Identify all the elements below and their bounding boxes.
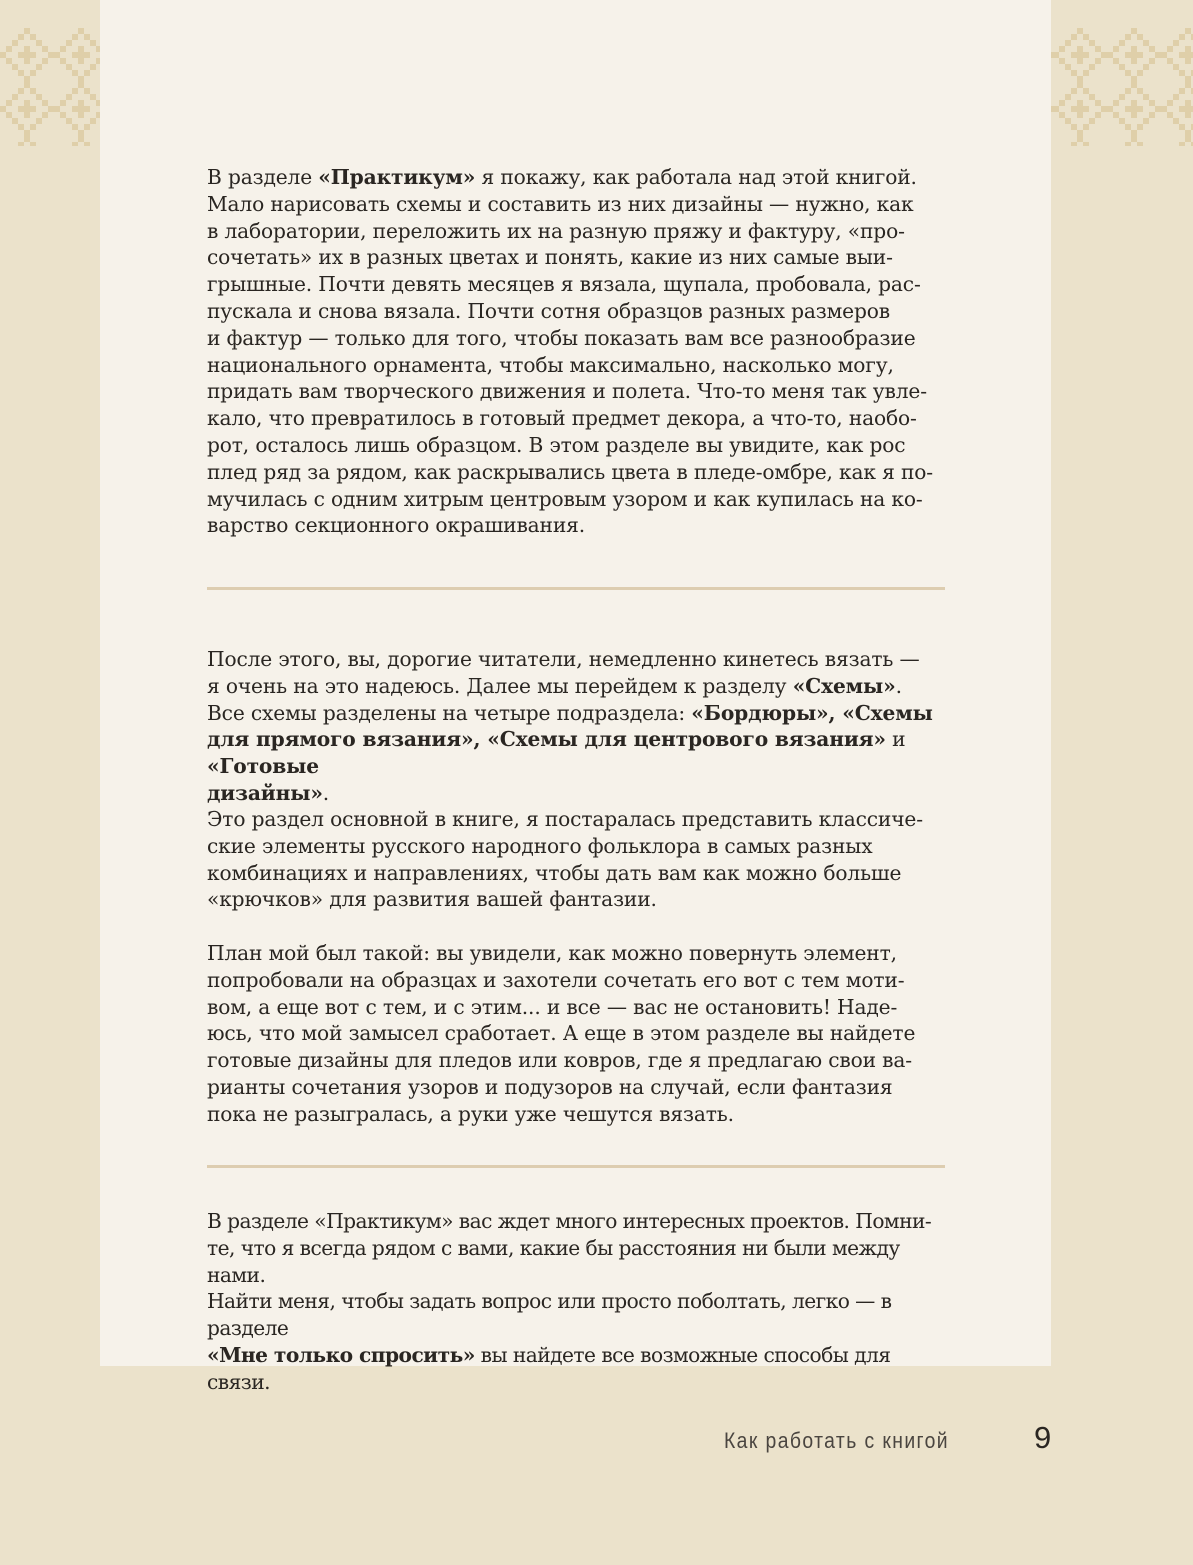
bold-run: «Готовые дизайны»: [207, 754, 323, 805]
divider: [207, 587, 945, 590]
bold-run: «Схемы»: [792, 673, 896, 698]
paragraph-text: [207, 806, 947, 913]
paragraph-schemes-intro: [207, 646, 947, 807]
text-run: План мой был такой: вы увидели, как можно повернуть элемент, попробовали на образцах и захотели сочетать его вот с тем моти- вом, а еще вот с тем, и с этим... и все — вас не остановить! Наде- юсь, что мой замысел сработает. А еще в этом разделе вы найдете готовые дизайны для пледов или ковров, где я предлагаю свои ва- рианты сочетания узоров и подузоров на случай, если фантазия пока не разыгралась, а руки уже чешутся вязать.: [207, 941, 916, 1126]
text-run: я покажу, как работала над этой книгой. Мало нарисовать схемы и составить из них дизайны — нужно, как в лаборатории, переложить их на разную пряжу и фактуру, «про- сочетать» их в разных цветах и понять, какие из них самые выи- грышные. Почти девять месяцев я вязала, щупала, пробовала, рас- пускала и снова вязала. Почти сотня образцов разных размеров и фактур — только для того, чтобы показать вам все разнообразие национального орнамента, чтобы максимально, насколько могу, придать вам творческого движения и полета. Что-то меня так увле- кало, что превратилось в готовый предмет декора, а что-то, наобо- рот, осталось лишь образцом. В этом разделе вы увидите, как рос плед ряд за рядом, как раскрывались цвета в пледе-омбре, как я по- мучилась с одним хитрым центровым узором и как купилась на ко- варство секционного окрашивания.: [207, 165, 933, 538]
text-run: вы найдете все возможные способы для связи.: [207, 1342, 891, 1394]
paragraph-text: [207, 646, 947, 807]
ornament-left: [0, 28, 100, 146]
bold-run: «Мне только спросить»: [207, 1342, 475, 1367]
paragraph-practicum-intro: [207, 164, 947, 539]
page-number: 9: [1034, 1420, 1052, 1455]
text-run: .: [322, 780, 330, 805]
footer-section-title: Как работать с книгой: [724, 1428, 950, 1453]
text-run: и: [885, 727, 906, 752]
text-run: В разделе «Практикум» вас ждет много интересных проектов. Помни- те, что я всегда рядом с вами, какие бы расстояния ни были между нами. Найти меня, чтобы задать вопрос или просто поболтать, легко — в разделе: [207, 1209, 932, 1341]
divider: [207, 1165, 945, 1168]
ornament-right: [1051, 28, 1193, 146]
paragraph-main-section: [207, 806, 947, 913]
paragraph-plan: [207, 940, 947, 1128]
paragraph-text: [207, 1208, 947, 1396]
bold-run: «Практикум»: [318, 165, 476, 189]
text-run: . Все схемы разделены на четыре подраздела:: [207, 673, 902, 725]
paragraph-text: [207, 940, 947, 1128]
paragraph-contact: [207, 1208, 947, 1396]
text-run: Это раздел основной в книге, я постаралась представить классиче- ские элементы русского народного фольклора в самых разных комбинациях и направлениях, чтобы дать вам как можно больше «крючков» для развития вашей фантазии.: [207, 807, 923, 912]
paragraph-text: [207, 164, 947, 539]
text-run: После этого, вы, дорогие читатели, немедленно кинетесь вязать — я очень на это надеюсь. Далее мы перейдем к разделу: [207, 647, 920, 698]
text-run: В разделе: [207, 165, 319, 189]
bold-run: «Бордюры», «Схемы для прямого вязания», «Схемы для центрового вязания»: [207, 700, 933, 752]
